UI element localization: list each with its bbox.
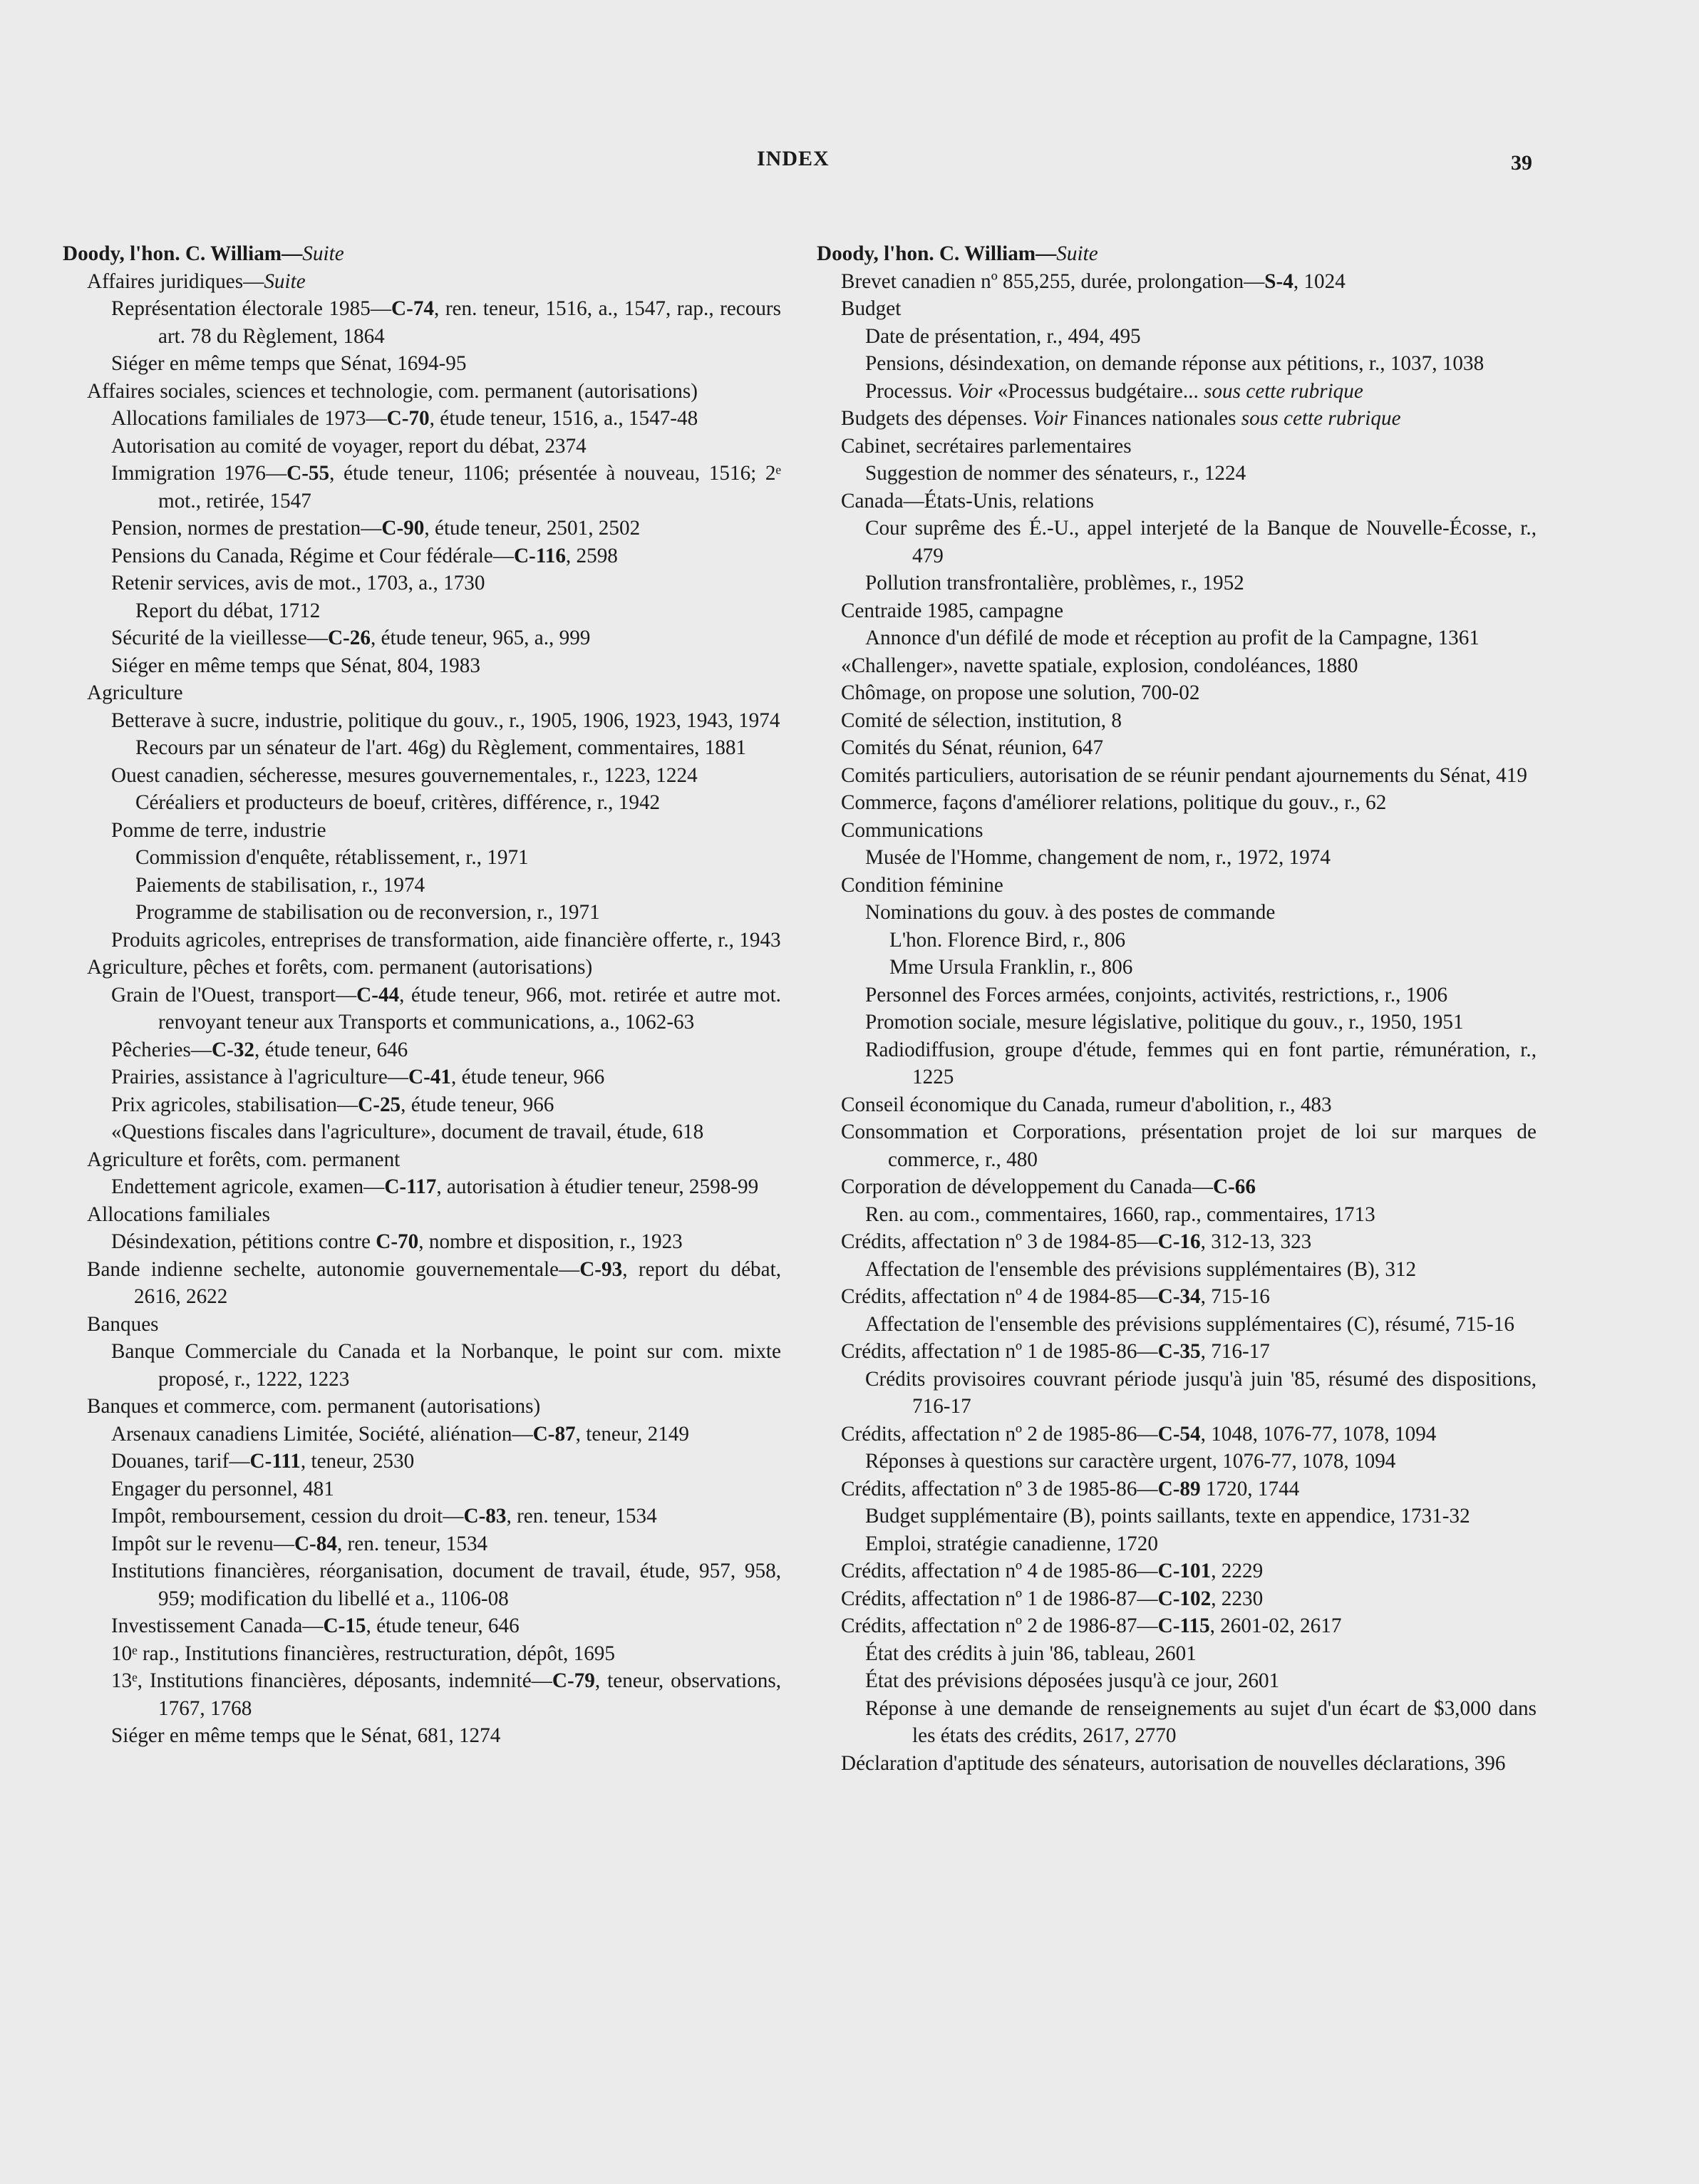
entry-text: Allocations familiales de 1973— bbox=[111, 407, 387, 430]
bill-number: C-26 bbox=[327, 627, 371, 649]
index-entry bbox=[817, 1695, 1537, 1750]
index-entry bbox=[817, 1557, 1537, 1585]
index-entry bbox=[63, 1530, 781, 1558]
entry-text: «Challenger», navette spatiale, explosion, condoléances, 1880 bbox=[841, 654, 1358, 677]
entry-text: Betterave à sucre, industrie, politique du gouv., r., 1905, 1906, 1923, 1943, 1974 bbox=[111, 709, 780, 732]
entry-text: Siéger en même temps que le Sénat, 681, 1274 bbox=[111, 1724, 501, 1747]
entry-text: Budget bbox=[841, 297, 902, 320]
index-entry bbox=[817, 570, 1537, 597]
entry-text: Impôt sur le revenu— bbox=[111, 1532, 294, 1555]
index-entry bbox=[817, 1585, 1537, 1613]
index-entry bbox=[817, 899, 1537, 927]
index-entry bbox=[63, 433, 781, 460]
entry-text: Allocations familiales bbox=[87, 1202, 270, 1226]
entry-text: Budgets des dépenses. bbox=[841, 407, 1033, 430]
entry-text: Agriculture bbox=[87, 681, 183, 704]
entry-text: , étude teneur, 966 bbox=[401, 1093, 554, 1116]
entry-text: 13ᵉ, Institutions financières, déposants, indemnité— bbox=[111, 1669, 552, 1692]
entry-text: État des crédits à juin '86, tableau, 2601 bbox=[865, 1642, 1197, 1665]
bill-number: C-70 bbox=[376, 1230, 419, 1253]
index-entry bbox=[817, 350, 1537, 378]
index-entry bbox=[817, 927, 1537, 954]
entry-text: Comité de sélection, institution, 8 bbox=[841, 709, 1122, 732]
entry-text: Crédits, affectation nº 1 de 1986-87— bbox=[841, 1587, 1158, 1610]
entry-text: Emploi, stratégie canadienne, 1720 bbox=[865, 1532, 1158, 1555]
entry-text: Autorisation au comité de voyager, report du débat, 2374 bbox=[111, 434, 587, 458]
entry-text: Communications bbox=[841, 818, 983, 842]
entry-text: Nominations du gouv. à des postes de commande bbox=[865, 901, 1276, 924]
index-entry bbox=[63, 899, 781, 927]
index-entry bbox=[63, 1091, 781, 1119]
index-entry bbox=[817, 1173, 1537, 1201]
entry-text: , 2229 bbox=[1211, 1560, 1264, 1582]
index-entry bbox=[817, 460, 1537, 488]
entry-text: , ren. teneur, 1516, a., 1547, rap., recours art. 78 du Règlement, 1864 bbox=[158, 297, 781, 348]
index-entry bbox=[817, 515, 1537, 570]
index-entry bbox=[817, 982, 1537, 1009]
entry-text: Banque Commerciale du Canada et la Norbanque, le point sur com. mixte proposé, r., 1222, 1223 bbox=[111, 1340, 781, 1391]
entry-text: Chômage, on propose une solution, 700-02 bbox=[841, 681, 1200, 704]
index-entry bbox=[817, 488, 1537, 515]
entry-text: Endettement agricole, examen— bbox=[111, 1175, 385, 1198]
entry-text: Pensions, désindexation, on demande réponse aux pétitions, r., 1037, 1038 bbox=[865, 352, 1484, 375]
index-entry bbox=[817, 1448, 1537, 1475]
bill-number: C-101 bbox=[1157, 1560, 1212, 1582]
entry-text: Suggestion de nommer des sénateurs, r., 1224 bbox=[865, 462, 1246, 485]
entry-text: , 312-13, 323 bbox=[1200, 1230, 1312, 1253]
entry-text: Date de présentation, r., 494, 495 bbox=[865, 324, 1141, 348]
entry-text: Commission d'enquête, rétablissement, r., 1971 bbox=[135, 846, 529, 869]
bill-number: C-74 bbox=[391, 297, 435, 320]
entry-text: Corporation de développement du Canada— bbox=[841, 1175, 1213, 1198]
entry-text: Comités particuliers, autorisation de se réunir pendant ajournements du Sénat, 419 bbox=[841, 763, 1527, 787]
index-entry bbox=[817, 707, 1537, 735]
index-entry bbox=[63, 1557, 781, 1612]
entry-text: , étude teneur, 965, a., 999 bbox=[370, 627, 591, 649]
entry-text: Douanes, tarif— bbox=[111, 1450, 250, 1473]
index-entry bbox=[63, 597, 781, 625]
entry-text: Institutions financières, réorganisation, document de travail, étude, 957, 958, 959; modification du libellé et a., 1106-08 bbox=[111, 1560, 781, 1610]
entry-text: Mme Ursula Franklin, r., 806 bbox=[889, 956, 1133, 979]
entry-text: , report du débat, 2616, 2622 bbox=[134, 1257, 781, 1308]
entry-text: Crédits, affectation nº 2 de 1986-87— bbox=[841, 1614, 1158, 1637]
index-entry bbox=[817, 762, 1537, 790]
index-entry bbox=[817, 323, 1537, 351]
bill-number: C-70 bbox=[386, 407, 430, 430]
entry-text: Siéger en même temps que Sénat, 804, 1983 bbox=[111, 654, 480, 677]
entry-text: Crédits, affectation nº 4 de 1985-86— bbox=[841, 1560, 1158, 1582]
bill-number: C-89 bbox=[1157, 1477, 1201, 1500]
index-entry bbox=[63, 1640, 781, 1668]
bill-number: C-32 bbox=[212, 1038, 255, 1061]
entry-text: Pension, normes de prestation— bbox=[111, 517, 382, 540]
bill-number: C-93 bbox=[579, 1257, 623, 1281]
entry-text: Ren. au com., commentaires, 1660, rap., commentaires, 1713 bbox=[865, 1202, 1375, 1226]
bill-number: C-41 bbox=[408, 1066, 451, 1088]
entry-text: , étude teneur, 646 bbox=[366, 1614, 520, 1637]
entry-text: Processus. bbox=[865, 379, 958, 403]
bill-number: C-35 bbox=[1157, 1340, 1201, 1363]
index-entry bbox=[63, 954, 781, 982]
entry-text: Désindexation, pétitions contre bbox=[111, 1230, 376, 1253]
index-entry bbox=[63, 1228, 781, 1256]
bill-number: C-84 bbox=[294, 1532, 337, 1555]
entry-text: Banques et commerce, com. permanent (autorisations) bbox=[87, 1395, 541, 1418]
index-entry bbox=[817, 1009, 1537, 1036]
entry-text: Déclaration d'aptitude des sénateurs, autorisation de nouvelles déclarations, 396 bbox=[841, 1751, 1506, 1775]
entry-text: Personnel des Forces armées, conjoints, activités, restrictions, r., 1906 bbox=[865, 983, 1448, 1006]
entry-text: Suite bbox=[1056, 242, 1098, 265]
entry-text: «Questions fiscales dans l'agriculture», document de travail, étude, 618 bbox=[111, 1121, 704, 1143]
entry-text: Suite bbox=[302, 242, 344, 265]
entry-text: Canada—États-Unis, relations bbox=[841, 489, 1095, 512]
entry-text: Produits agricoles, entreprises de transformation, aide financière offerte, r., 1943 bbox=[111, 928, 781, 952]
index-entry bbox=[63, 1393, 781, 1421]
index-entry bbox=[817, 1256, 1537, 1284]
entry-text: sous cette rubrique bbox=[1241, 407, 1401, 430]
bill-number: C-83 bbox=[463, 1505, 507, 1528]
entry-text: , 715-16 bbox=[1200, 1285, 1270, 1308]
entry-text: Pensions du Canada, Régime et Cour fédérale— bbox=[111, 544, 514, 567]
index-column-right bbox=[817, 240, 1537, 1777]
index-entry bbox=[63, 1311, 781, 1339]
entry-text: Pomme de terre, industrie bbox=[111, 818, 326, 842]
entry-text: Crédits, affectation nº 4 de 1984-85— bbox=[841, 1285, 1158, 1308]
entry-text: , étude teneur, 646 bbox=[254, 1038, 408, 1061]
entry-text: Prix agricoles, stabilisation— bbox=[111, 1093, 358, 1116]
bill-number: C-34 bbox=[1157, 1285, 1201, 1308]
index-entry bbox=[63, 817, 781, 845]
index-entry bbox=[63, 268, 781, 296]
entry-text: Comités du Sénat, réunion, 647 bbox=[841, 736, 1104, 759]
index-entry bbox=[63, 350, 781, 378]
bill-number: C-15 bbox=[323, 1614, 366, 1637]
entry-text: Crédits, affectation nº 3 de 1985-86— bbox=[841, 1477, 1158, 1500]
index-entry bbox=[817, 1612, 1537, 1640]
index-entry bbox=[63, 1146, 781, 1174]
index-entry bbox=[817, 1118, 1537, 1173]
entry-text: Crédits, affectation nº 2 de 1985-86— bbox=[841, 1422, 1158, 1446]
index-entry bbox=[63, 515, 781, 542]
entry-text: 10ᵉ rap., Institutions financières, restructuration, dépôt, 1695 bbox=[111, 1642, 615, 1665]
index-entry bbox=[817, 844, 1537, 872]
entry-text: , étude teneur, 2501, 2502 bbox=[424, 517, 641, 540]
entry-text: Suite bbox=[264, 269, 306, 293]
index-entry bbox=[817, 734, 1537, 762]
index-entry bbox=[817, 268, 1537, 296]
bill-number: C-55 bbox=[286, 462, 330, 485]
index-entry bbox=[63, 652, 781, 680]
bill-number: C-116 bbox=[513, 544, 566, 567]
entry-text: Condition féminine bbox=[841, 873, 1003, 897]
entry-text: Réponse à une demande de renseignements au sujet d'un écart de $3,000 dans les états des crédits, 2617, 2770 bbox=[865, 1696, 1537, 1747]
page-title: INDEX bbox=[757, 147, 830, 170]
entry-text: , teneur, 2530 bbox=[300, 1450, 415, 1473]
index-entry bbox=[817, 817, 1537, 845]
entry-text: État des prévisions déposées jusqu'à ce jour, 2601 bbox=[865, 1669, 1280, 1692]
index-entry bbox=[817, 1228, 1537, 1256]
index-entry bbox=[63, 1475, 781, 1503]
entry-text: Voir bbox=[1033, 407, 1068, 430]
entry-text: Grain de l'Ouest, transport— bbox=[111, 983, 357, 1006]
entry-text: , 716-17 bbox=[1200, 1340, 1270, 1363]
bill-number: C-87 bbox=[532, 1422, 576, 1446]
index-entry bbox=[817, 1421, 1537, 1448]
index-entry bbox=[63, 1256, 781, 1311]
entry-text: Crédits provisoires couvrant période jusqu'à juin '85, résumé des dispositions, 716-17 bbox=[865, 1367, 1537, 1418]
entry-text: , nombre et disposition, r., 1923 bbox=[418, 1230, 683, 1253]
index-entry bbox=[63, 542, 781, 570]
entry-text: Cour suprême des É.-U., appel interjeté de la Banque de Nouvelle-Écosse, r., 479 bbox=[865, 517, 1537, 567]
bill-number: C-79 bbox=[552, 1669, 595, 1692]
entry-text: Radiodiffusion, groupe d'étude, femmes qui en font partie, rémunération, r., 1225 bbox=[865, 1038, 1537, 1088]
bill-number: C-115 bbox=[1157, 1614, 1210, 1637]
entry-text: Retenir services, avis de mot., 1703, a., 1730 bbox=[111, 572, 485, 594]
bill-number: C-90 bbox=[381, 517, 425, 540]
entry-text: , ren. teneur, 1534 bbox=[506, 1505, 657, 1528]
entry-text: Agriculture, pêches et forêts, com. permanent (autorisations) bbox=[87, 956, 593, 979]
bill-number: C-16 bbox=[1157, 1230, 1201, 1253]
entry-text: , 1024 bbox=[1293, 269, 1346, 293]
index-entry bbox=[63, 762, 781, 790]
index-entry bbox=[63, 405, 781, 433]
entry-text: , étude teneur, 1516, a., 1547-48 bbox=[429, 407, 698, 430]
index-entry bbox=[63, 789, 781, 817]
entry-text: Affectation de l'ensemble des prévisions supplémentaires (C), résumé, 715-16 bbox=[865, 1312, 1514, 1336]
entry-text: , 1048, 1076-77, 1078, 1094 bbox=[1200, 1422, 1437, 1446]
entry-text: , teneur, observations, 1767, 1768 bbox=[158, 1669, 781, 1720]
bill-number: C-66 bbox=[1212, 1175, 1256, 1198]
entry-text: Céréaliers et producteurs de boeuf, critères, différence, r., 1942 bbox=[135, 791, 661, 814]
index-entry bbox=[817, 624, 1537, 652]
entry-text: , autorisation à étudier teneur, 2598-99 bbox=[436, 1175, 759, 1198]
index-entry bbox=[63, 1448, 781, 1475]
entry-text: , étude teneur, 1106; présentée à nouveau, 1516; 2ᵉ mot., retirée, 1547 bbox=[158, 462, 781, 512]
entry-text: Pêcheries— bbox=[111, 1038, 212, 1061]
index-entry bbox=[817, 378, 1537, 406]
index-entry bbox=[63, 295, 781, 350]
entry-text: Centraide 1985, campagne bbox=[841, 599, 1064, 622]
index-entry bbox=[817, 679, 1537, 707]
index-entry bbox=[817, 1640, 1537, 1668]
entry-text: Représentation électorale 1985— bbox=[111, 297, 392, 320]
entry-text: Doody, l'hon. C. William— bbox=[817, 242, 1057, 265]
bill-number: C-111 bbox=[249, 1450, 301, 1473]
bill-number: S-4 bbox=[1264, 269, 1293, 293]
index-entry bbox=[817, 433, 1537, 460]
entry-text: Affaires sociales, sciences et technologie, com. permanent (autorisations) bbox=[87, 379, 698, 403]
entry-text: Immigration 1976— bbox=[111, 462, 287, 485]
index-entry bbox=[63, 460, 781, 515]
entry-text: Banques bbox=[87, 1312, 159, 1336]
entry-text: 1720, 1744 bbox=[1200, 1477, 1300, 1500]
entry-text: Musée de l'Homme, changement de nom, r., 1972, 1974 bbox=[865, 846, 1331, 869]
entry-text: Réponses à questions sur caractère urgent, 1076-77, 1078, 1094 bbox=[865, 1450, 1396, 1473]
index-entry bbox=[63, 872, 781, 900]
index-entry bbox=[817, 1091, 1537, 1119]
index-heading bbox=[63, 240, 781, 268]
entry-text: Pollution transfrontalière, problèmes, r., 1952 bbox=[865, 572, 1244, 594]
entry-text: Affectation de l'ensemble des prévisions supplémentaires (B), 312 bbox=[865, 1257, 1417, 1281]
index-entry bbox=[63, 1667, 781, 1722]
entry-text: sous cette rubrique bbox=[1204, 379, 1363, 403]
entry-text: Agriculture et forêts, com. permanent bbox=[87, 1148, 401, 1171]
index-entry bbox=[63, 1173, 781, 1201]
index-entry bbox=[817, 1475, 1537, 1503]
entry-text: , 2230 bbox=[1211, 1587, 1264, 1610]
index-entry bbox=[817, 1201, 1537, 1229]
bill-number: C-117 bbox=[384, 1175, 437, 1198]
entry-text: Affaires juridiques— bbox=[87, 269, 264, 293]
index-entry bbox=[63, 570, 781, 597]
index-entry bbox=[817, 954, 1537, 982]
index-entry bbox=[63, 982, 781, 1036]
index-entry bbox=[817, 1311, 1537, 1339]
index-entry bbox=[63, 1338, 781, 1393]
entry-text: «Processus budgétaire... bbox=[992, 379, 1204, 403]
entry-text: , 2601-02, 2617 bbox=[1209, 1614, 1342, 1637]
index-entry bbox=[817, 872, 1537, 900]
index-entry bbox=[817, 1366, 1537, 1421]
index-entry bbox=[63, 378, 781, 406]
index-entry bbox=[817, 405, 1537, 433]
index-entry bbox=[817, 295, 1537, 323]
index-column-left bbox=[63, 240, 781, 1750]
entry-text: Arsenaux canadiens Limitée, Société, aliénation— bbox=[111, 1422, 533, 1446]
entry-text: Recours par un sénateur de l'art. 46g) du Règlement, commentaires, 1881 bbox=[135, 736, 747, 759]
index-entry bbox=[817, 652, 1537, 680]
index-entry bbox=[63, 1612, 781, 1640]
index-entry bbox=[817, 1283, 1537, 1311]
entry-text: , étude teneur, 966, mot. retirée et autre mot. renvoyant teneur aux Transports et communications, a., 1062-63 bbox=[158, 983, 781, 1034]
index-entry bbox=[63, 707, 781, 735]
bill-number: C-25 bbox=[358, 1093, 401, 1116]
entry-text: Crédits, affectation nº 3 de 1984-85— bbox=[841, 1230, 1158, 1253]
entry-text: Ouest canadien, sécheresse, mesures gouvernementales, r., 1223, 1224 bbox=[111, 763, 698, 787]
index-entry bbox=[63, 1421, 781, 1448]
index-entry bbox=[817, 1036, 1537, 1091]
index-entry bbox=[817, 1338, 1537, 1366]
entry-text: , étude teneur, 966 bbox=[450, 1066, 605, 1088]
index-entry bbox=[63, 927, 781, 954]
entry-text: Programme de stabilisation ou de reconversion, r., 1971 bbox=[135, 901, 600, 924]
entry-text: Prairies, assistance à l'agriculture— bbox=[111, 1066, 408, 1088]
index-entry bbox=[63, 624, 781, 652]
entry-text: Report du débat, 1712 bbox=[135, 599, 321, 622]
entry-text: , teneur, 2149 bbox=[575, 1422, 689, 1446]
index-entry bbox=[63, 679, 781, 707]
entry-text: Commerce, façons d'améliorer relations, politique du gouv., r., 62 bbox=[841, 791, 1387, 814]
index-entry bbox=[63, 1036, 781, 1064]
entry-text: Investissement Canada— bbox=[111, 1614, 324, 1637]
index-entry bbox=[817, 1667, 1537, 1695]
index-entry bbox=[63, 1118, 781, 1146]
index-entry bbox=[63, 1063, 781, 1091]
entry-text: Paiements de stabilisation, r., 1974 bbox=[135, 873, 425, 897]
entry-text: Budget supplémentaire (B), points saillants, texte en appendice, 1731-32 bbox=[865, 1505, 1470, 1528]
entry-text: , ren. teneur, 1534 bbox=[336, 1532, 488, 1555]
entry-text: Annonce d'un défilé de mode et réception au profit de la Campagne, 1361 bbox=[865, 627, 1479, 649]
index-entry bbox=[63, 1722, 781, 1750]
entry-text: Engager du personnel, 481 bbox=[111, 1477, 334, 1500]
index-entry bbox=[63, 734, 781, 762]
index-entry bbox=[817, 1530, 1537, 1558]
index-entry bbox=[63, 1503, 781, 1530]
bill-number: C-44 bbox=[356, 983, 400, 1006]
entry-text: Impôt, remboursement, cession du droit— bbox=[111, 1505, 464, 1528]
entry-text: Sécurité de la vieillesse— bbox=[111, 627, 328, 649]
index-entry bbox=[817, 597, 1537, 625]
entry-text: , 2598 bbox=[565, 544, 618, 567]
index-entry bbox=[817, 789, 1537, 817]
page-number: 39 bbox=[1511, 151, 1532, 175]
index-entry bbox=[817, 1503, 1537, 1530]
entry-text: Conseil économique du Canada, rumeur d'abolition, r., 483 bbox=[841, 1093, 1332, 1116]
entry-text: L'hon. Florence Bird, r., 806 bbox=[889, 928, 1126, 952]
bill-number: C-102 bbox=[1157, 1587, 1212, 1610]
entry-text: Finances nationales bbox=[1067, 407, 1241, 430]
entry-text: Cabinet, secrétaires parlementaires bbox=[841, 434, 1132, 458]
entry-text: Promotion sociale, mesure législative, politique du gouv., r., 1950, 1951 bbox=[865, 1011, 1464, 1034]
entry-text: Siéger en même temps que Sénat, 1694-95 bbox=[111, 352, 467, 375]
index-heading bbox=[817, 240, 1537, 268]
index-entry bbox=[817, 1750, 1537, 1778]
index-entry bbox=[63, 844, 781, 872]
entry-text: Brevet canadien nº 855,255, durée, prolongation— bbox=[841, 269, 1265, 293]
entry-text: Consommation et Corporations, présentation projet de loi sur marques de commerce, r., 480 bbox=[841, 1121, 1537, 1171]
entry-text: Bande indienne sechelte, autonomie gouvernementale— bbox=[87, 1257, 580, 1281]
entry-text: Voir bbox=[957, 379, 993, 403]
entry-text: Crédits, affectation nº 1 de 1985-86— bbox=[841, 1340, 1158, 1363]
entry-text: Doody, l'hon. C. William— bbox=[63, 242, 303, 265]
index-entry bbox=[63, 1201, 781, 1229]
bill-number: C-54 bbox=[1157, 1422, 1201, 1446]
